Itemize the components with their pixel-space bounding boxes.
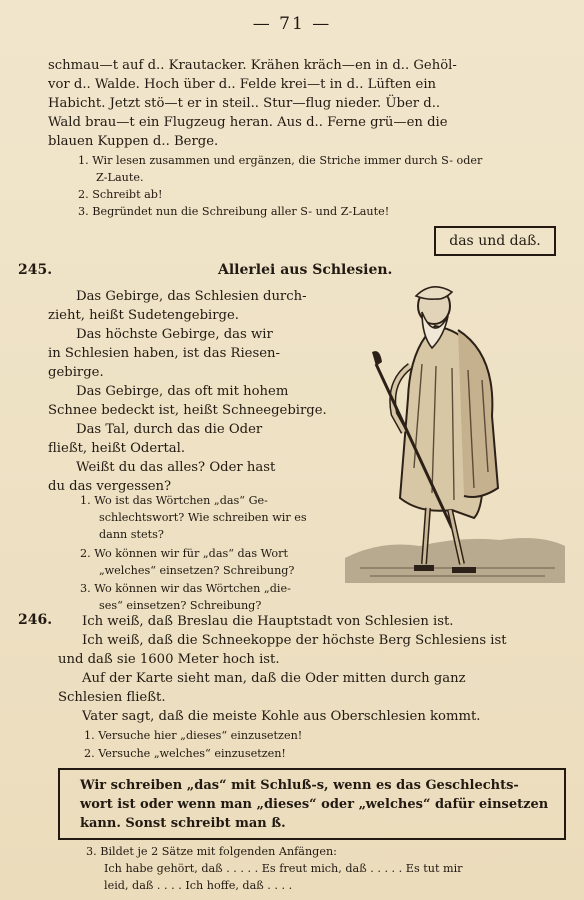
text-line: gebirge. <box>48 365 104 380</box>
task-line: 3. Wo können wir das Wörtchen „die- <box>80 582 291 595</box>
text-line: Das Tal, durch das die Oder <box>76 422 263 437</box>
task-line: 2. Schreibt ab! <box>78 188 163 201</box>
intro-line: schmau—t auf d.. Krautacker. Krähen kräch—en in d.. Gehöl- <box>48 58 457 73</box>
exercise-number: 245. <box>18 262 53 278</box>
text-line: Auf der Karte sieht man, daß die Oder mitten durch ganz <box>82 671 466 686</box>
task-line: ses“ einsetzen? Schreibung? <box>99 599 262 612</box>
task-line: 1. Wo ist das Wörtchen „das“ Ge- <box>80 494 268 507</box>
task-line: Ich habe gehört, daß . . . . . Es freut mich, daß . . . . . Es tut mir <box>104 862 463 875</box>
text-line: Ich weiß, daß die Schneekoppe der höchste Berg Schlesiens ist <box>82 633 507 648</box>
exercise-number: 246. <box>18 612 53 628</box>
text-line: zieht, heißt Sudetengebirge. <box>48 308 239 323</box>
text-line: und daß sie 1600 Meter hoch ist. <box>58 652 280 667</box>
task-line: 2. Wo können wir für „das“ das Wort <box>80 547 288 560</box>
intro-line: vor d.. Walde. Hoch über d.. Felde krei—t in d.. Lüften ein <box>48 77 437 92</box>
task-line: leid, daß . . . . Ich hoffe, daß . . . . <box>104 879 293 892</box>
task-line: 2. Versuche „welches“ einzusetzen! <box>84 747 286 760</box>
text-line: in Schlesien haben, ist das Riesen- <box>48 346 281 361</box>
text-line: Das höchste Gebirge, das wir <box>76 327 273 342</box>
illustration-old-man <box>340 278 570 588</box>
intro-line: blauen Kuppen d.. Berge. <box>48 134 219 149</box>
page-number: — 71 — <box>252 14 332 34</box>
topic-box <box>434 226 556 256</box>
intro-line: Wald brau—t ein Flugzeug heran. Aus d.. Ferne grü—en die <box>48 115 448 130</box>
text-line: Das Gebirge, das oft mit hohem <box>76 384 289 399</box>
text-line: Ich weiß, daß Breslau die Hauptstadt von Schlesien ist. <box>82 614 454 629</box>
text-line: fließt, heißt Odertal. <box>48 441 186 456</box>
task-line: „welches“ einsetzen? Schreibung? <box>99 564 295 577</box>
text-line: du das vergessen? <box>48 479 172 494</box>
rule-box <box>58 768 566 840</box>
intro-line: Habicht. Jetzt stö—t er in steil.. Stur—flug nieder. Über d.. <box>48 96 441 111</box>
topic-label: das und daß. <box>449 233 541 249</box>
task-line: 1. Wir lesen zusammen und ergänzen, die Striche immer durch S- oder <box>78 154 483 167</box>
rule-line: kann. Sonst schreibt man ß. <box>80 816 286 831</box>
task-line: 1. Versuche hier „dieses“ einzusetzen! <box>84 729 303 742</box>
text-line: Schnee bedeckt ist, heißt Schneegebirge. <box>48 403 327 418</box>
text-line: Das Gebirge, das Schlesien durch- <box>76 289 307 304</box>
task-line: 3. Begründet nun die Schreibung aller S- und Z-Laute! <box>78 205 390 218</box>
rule-line: wort ist oder wenn man „dieses“ oder „welches“ dafür einsetzen <box>80 797 549 812</box>
text-line: Vater sagt, daß die meiste Kohle aus Oberschlesien kommt. <box>82 709 481 724</box>
task-line: 3. Bildet je 2 Sätze mit folgenden Anfängen: <box>86 845 337 858</box>
text-line: Schlesien fließt. <box>58 690 166 705</box>
task-line: schlechtswort? Wie schreiben wir es <box>99 511 307 524</box>
task-line: dann stets? <box>99 528 164 541</box>
task-line: Z-Laute. <box>96 171 144 184</box>
text-line: Weißt du das alles? Oder hast <box>76 460 276 475</box>
exercise-title: Allerlei aus Schlesien. <box>218 262 393 278</box>
rule-line: Wir schreiben „das“ mit Schluß-s, wenn es das Geschlechts- <box>80 778 519 793</box>
